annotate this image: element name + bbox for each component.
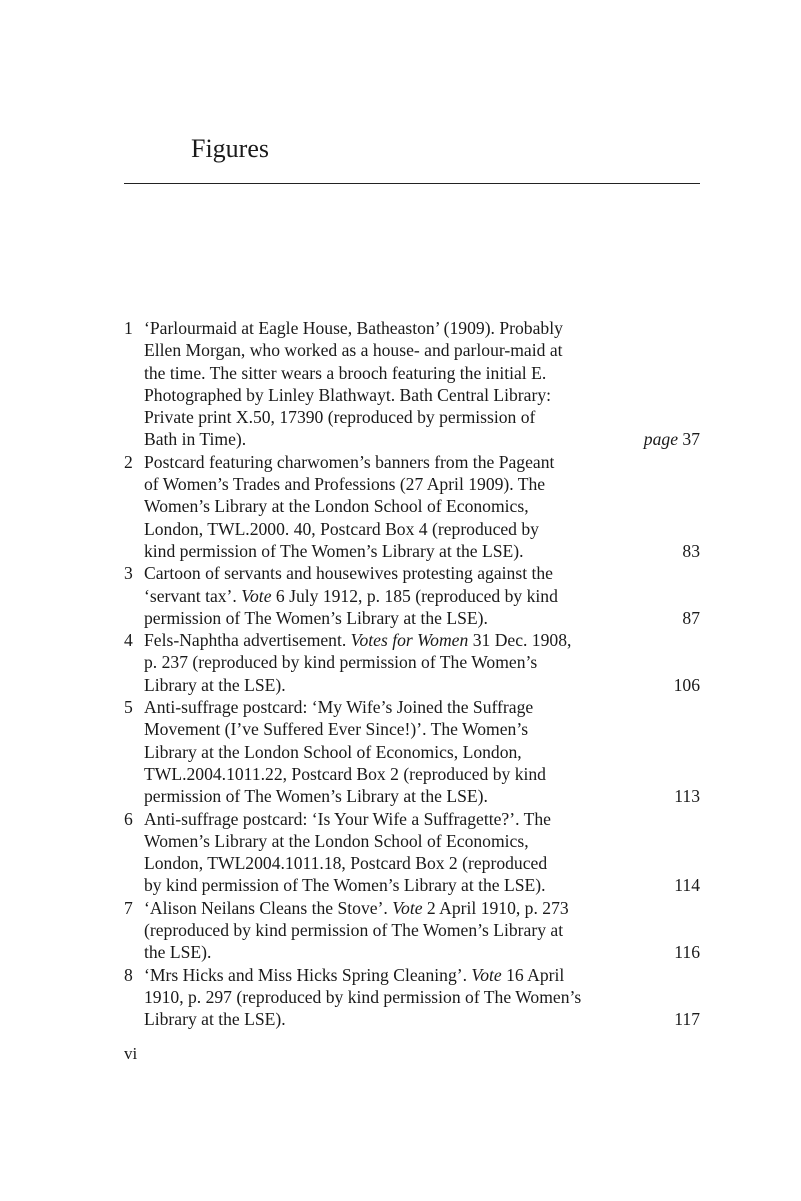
caption-line [144, 763, 650, 785]
caption-text: 6 July 1912, p. 185 (reproduced by kind [271, 585, 558, 606]
caption-line [144, 562, 650, 584]
figure-entry [124, 629, 700, 696]
caption-text: Bath in Time). [144, 429, 247, 450]
figure-number: 1 [124, 318, 133, 338]
caption-text: Cartoon of servants and housewives protesting against the [144, 563, 553, 584]
caption-line [144, 785, 650, 807]
caption-text: Anti-suffrage postcard: ‘Is Your Wife a Suffragette?’. The [144, 808, 551, 829]
caption-line [144, 741, 650, 763]
caption-line [144, 651, 650, 673]
figure-entry [124, 696, 700, 807]
caption-line [144, 384, 650, 406]
caption-text: the LSE). [144, 942, 212, 963]
caption-line [144, 830, 650, 852]
page-number-value: 83 [682, 540, 700, 561]
caption-line [144, 852, 650, 874]
figure-entry [124, 964, 700, 1031]
caption-line [144, 964, 650, 986]
page-number: vi [124, 1044, 138, 1063]
caption-line [144, 362, 650, 384]
figures-list [124, 317, 700, 1031]
figure-page-ref [674, 785, 700, 807]
caption-text: 16 April [501, 964, 565, 985]
figure-entry [124, 451, 700, 562]
caption-line [144, 897, 650, 919]
page-number-value: 116 [674, 942, 700, 963]
caption-text: London, TWL2004.1011.18, Postcard Box 2 (reproduced [144, 853, 548, 874]
caption-line [144, 874, 650, 896]
figure-number: 3 [124, 563, 133, 584]
caption-text: Private print X.50, 17390 (reproduced by permission of [144, 407, 536, 428]
caption-text: Library at the LSE). [144, 1009, 286, 1030]
caption-text: the time. The sitter wears a brooch featuring the initial E. [144, 362, 547, 383]
caption-line [144, 629, 650, 651]
page-number-value: 113 [674, 786, 700, 807]
figure-page-ref [674, 1008, 700, 1030]
caption-text: ‘servant tax’. [144, 585, 242, 606]
caption-text: Postcard featuring charwomen’s banners from the Pageant [144, 451, 555, 472]
caption-text: 1910, p. 297 (reproduced by kind permission of The Women’s [144, 986, 582, 1007]
caption-text: Library at the London School of Economics, London, [144, 741, 522, 762]
caption-line [144, 406, 650, 428]
caption-text: permission of The Women’s Library at the LSE). [144, 786, 488, 807]
figure-page-ref [674, 941, 700, 963]
caption-text: Anti-suffrage postcard: ‘My Wife’s Joined the Suffrage [144, 697, 534, 718]
caption-line [144, 317, 650, 339]
caption-line [144, 808, 650, 830]
figure-number: 8 [124, 964, 133, 985]
caption-line [144, 518, 650, 540]
figure-number: 7 [124, 897, 133, 918]
figure-entry [124, 808, 700, 897]
page-word: page [643, 429, 678, 450]
figure-entry [124, 317, 700, 451]
caption-text: Women’s Library at the London School of Economics, [144, 830, 529, 851]
caption-italic: Vote [471, 964, 502, 985]
caption-text: (reproduced by kind permission of The Women’s Library at [144, 920, 564, 941]
figure-number: 6 [124, 808, 133, 829]
caption-text: by kind permission of The Women’s Library at the LSE). [144, 875, 546, 896]
caption-text: Ellen Morgan, who worked as a house- and parlour-maid at [144, 340, 563, 361]
caption-line [144, 585, 650, 607]
title-rule [124, 183, 700, 184]
caption-text: Women’s Library at the London School of Economics, [144, 496, 529, 517]
caption-text: 2 April 1910, p. 273 [422, 897, 569, 918]
page-title: Figures [191, 134, 269, 163]
caption-line [144, 718, 650, 740]
caption-text: TWL.2004.1011.22, Postcard Box 2 (reproduced by kind [144, 763, 546, 784]
caption-text: ‘Mrs Hicks and Miss Hicks Spring Cleaning’. [144, 964, 472, 985]
caption-text: kind permission of The Women’s Library at the LSE). [144, 540, 524, 561]
caption-text: p. 237 (reproduced by kind permission of The Women’s [144, 652, 538, 673]
figure-entry [124, 562, 700, 629]
caption-line [144, 607, 650, 629]
caption-text: ‘Parlourmaid at Eagle House, Batheaston’ (1909). Probably [144, 318, 563, 338]
figure-page-ref [682, 540, 700, 562]
caption-text: Movement (I’ve Suffered Ever Since!)’. The Women’s [144, 719, 529, 740]
caption-line [144, 696, 650, 718]
caption-text: 31 Dec. 1908, [468, 630, 572, 651]
page-number-value: 114 [674, 875, 700, 896]
caption-line [144, 941, 650, 963]
figure-page-ref [674, 874, 700, 896]
figure-page-ref [682, 607, 700, 629]
caption-text: Photographed by Linley Blathwayt. Bath Central Library: [144, 384, 552, 405]
page-number-value: 117 [674, 1009, 700, 1030]
caption-text: permission of The Women’s Library at the LSE). [144, 607, 488, 628]
caption-italic: Vote [241, 585, 272, 606]
caption-text: of Women’s Trades and Professions (27 April 1909). The [144, 474, 546, 495]
figure-entry [124, 897, 700, 964]
figure-page-ref [644, 428, 700, 450]
caption-line [144, 1008, 650, 1030]
caption-line [144, 451, 650, 473]
caption-italic: Votes for Women [350, 630, 469, 651]
caption-text: London, TWL.2000. 40, Postcard Box 4 (reproduced by [144, 518, 539, 539]
caption-line [144, 339, 650, 361]
caption-line [144, 428, 650, 450]
caption-italic: Vote [392, 897, 423, 918]
caption-text: Fels-Naphtha advertisement. [144, 630, 351, 651]
caption-line [144, 919, 650, 941]
figure-number: 5 [124, 697, 133, 718]
caption-text: ‘Alison Neilans Cleans the Stove’. [144, 897, 393, 918]
figure-page-ref [674, 674, 700, 696]
caption-line [144, 986, 650, 1008]
page-number-value: 87 [682, 607, 700, 628]
caption-line [144, 495, 650, 517]
page-number-value: 37 [682, 429, 700, 450]
caption-line [144, 540, 650, 562]
caption-line [144, 473, 650, 495]
caption-text: Library at the LSE). [144, 674, 286, 695]
caption-line [144, 674, 650, 696]
figure-number: 4 [124, 630, 133, 651]
figure-number: 2 [124, 451, 133, 472]
page-number-value: 106 [673, 674, 700, 695]
